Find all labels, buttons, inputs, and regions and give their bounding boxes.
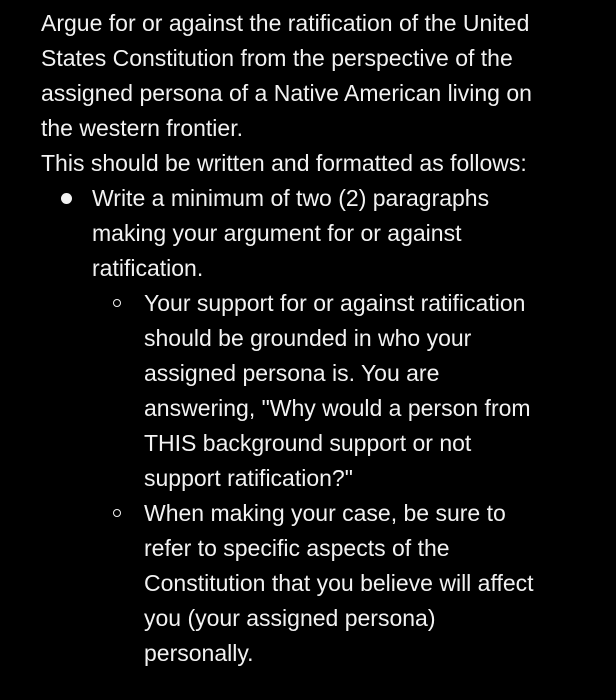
- bullet-text: Write a minimum of two (2) paragraphs making your argument for or against ratification.: [92, 185, 490, 281]
- sub-bullet-text: When making your case, be sure to refer to specific aspects of the Constitution that you believe will affect you (your assigned persona) personally.: [144, 500, 534, 666]
- bullet-item: [41, 181, 601, 286]
- bullet-dot-icon: [61, 193, 72, 204]
- document-body: [41, 6, 601, 671]
- bullet-circle-icon: [113, 299, 121, 307]
- sub-bullet-item: [41, 286, 601, 496]
- intro-paragraph: Argue for or against the ratification of the United States Constitution from the perspective of the assigned persona of a Native American living on the western frontier.: [41, 10, 532, 141]
- format-instruction: This should be written and formatted as follows:: [41, 150, 527, 176]
- sub-bullet-item: [41, 496, 601, 671]
- bullet-circle-icon: [113, 509, 121, 517]
- sub-bullet-text: Your support for or against ratification should be grounded in who your assigned persona is. You are answering, "Why would a person from THIS background support or not support ratification?": [144, 290, 531, 491]
